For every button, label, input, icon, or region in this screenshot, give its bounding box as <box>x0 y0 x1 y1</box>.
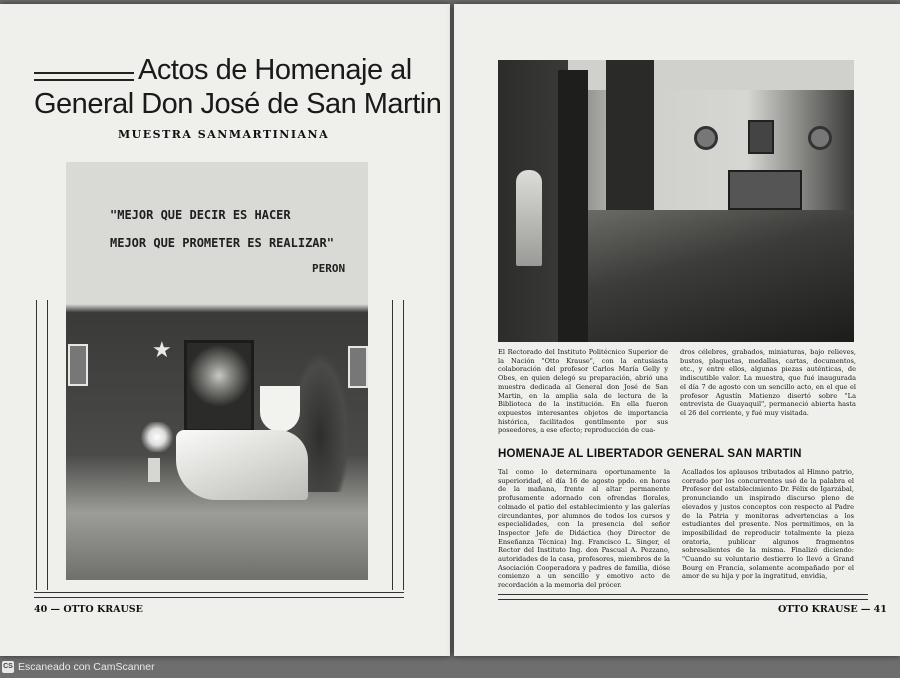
slogan-author: PERON <box>312 262 346 275</box>
slogan-line1: "MEJOR QUE DECIR ES HACER <box>110 208 291 222</box>
paragraph: dros célebres, grabados, miniaturas, bajo relieves, bustos, plaquetas, medallas, cartas, documentos, etc., y entre ellos, algunas piezas auténticas, de indiscutible valor. La muestra, que fué inaugurada el día 7 de agosto con un sencillo acto, en el que el profesor Agustín Matienzo disertó sobre "La entrevista de Guayaquil", permaneció abierta hasta el 26 del corriente, y fué muy visitada. <box>680 348 856 417</box>
paragraph: El Rectorado del Instituto Politécnico Superior de la Nación "Otto Krause", con la entusiasta colaboración del profesor Carlos María Gelly y Obes, en quien delegó su preparación, abrió una muestra dedicada al General don José de San Martin, en la amplia sala de lectura de la Biblioteca de la institución. En ella fueron expuestos interesantes objetos de importancia histórica, facilitados gentilmente por sus poseedores, a ese efecto; reproducción de cua- <box>498 348 668 435</box>
paragraph: Tal como lo determinara oportunamente la superioridad, el día 16 de agosto ppdo. en horas de la mañana, frente al altar permanente profusamente adornado con ofrendas florales, colmado el patio del establecimiento y las galerías circundantes, por alumnos de todos los cursos y especialidades, con la presencia del señor Inspector Jefe de Didáctica (hoy Director de Enseñanza Técnica) Ing. Francisco L. Singer, el Rector del Instituto Ing. don Pascual A. Pezzano, autoridades de la casa, profesores, miembros de la Asociación Cooperadora y padres de familia, dióse comienzo a un sencillo y emotivo acto de recordación a la memoria del prócer. <box>498 468 670 590</box>
decorative-rule <box>392 300 404 590</box>
camscanner-logo-icon: CS <box>2 661 14 673</box>
display-cabinet <box>606 60 654 210</box>
altar-photo <box>66 162 368 580</box>
article-title-line2: General Don José de San Martin <box>34 88 442 120</box>
article-subtitle: MUESTRA SANMARTINIANA <box>118 128 330 141</box>
exhibition-room-photo <box>498 60 854 342</box>
right-page <box>454 4 900 656</box>
article-title-line1: Actos de Homenaje al <box>138 54 412 86</box>
slogan-line2: MEJOR QUE PROMETER ES REALIZAR" <box>110 236 334 250</box>
portrait-frame <box>184 340 254 432</box>
wall-portrait <box>748 120 774 154</box>
showcase <box>728 170 802 210</box>
round-plaque <box>694 126 718 150</box>
footer-rule <box>34 592 404 598</box>
text-column <box>680 348 856 418</box>
text-column <box>498 348 668 435</box>
room-column <box>558 70 588 342</box>
page-folio: OTTO KRAUSE — 41 <box>778 604 887 615</box>
exhibition-tables <box>588 210 854 342</box>
decorative-rule <box>36 300 48 590</box>
scanner-label: Escaneado con CamScanner <box>18 661 155 673</box>
footer-rule <box>498 594 868 600</box>
title-ornament-rule <box>34 72 134 81</box>
page-folio: 40 — OTTO KRAUSE <box>34 604 143 615</box>
wall-picture <box>348 346 368 388</box>
bust-statue <box>516 170 542 266</box>
text-column <box>682 468 854 581</box>
left-page <box>0 4 450 656</box>
wall-picture <box>68 344 88 386</box>
section-heading: HOMENAJE AL LIBERTADOR GENERAL SAN MARTIN <box>498 448 802 460</box>
flower-arrangement <box>134 422 180 452</box>
star-icon: ★ <box>152 338 172 363</box>
shield-emblem <box>260 386 300 432</box>
scanner-watermark <box>2 659 155 675</box>
text-column <box>498 468 670 590</box>
paragraph: Acallados los aplausos tributados al Himno patrio, corrado por los concurrentes usó de la palabra el Profesor del establecimiento Dr. Félix de Igarzábal, pronunciando un inspirado discurso pleno de elevados y justos conceptos con respecto al Padre de la Patria y monitoras advertencias a los estudiantes del presente. Nos permitimos, en la imposibilidad de reproducir totalmente la pieza oratoria, publicar algunos fragmentos sobresalientes de la misma. Finalizó diciendo: "Cuando su voluntario destierro lo llevó a Grand Bourg en Francia, solamente acompañado por el amor de su hija y por la ingratitud, envidia, <box>682 468 854 581</box>
flag-drape <box>176 430 308 500</box>
round-plaque <box>808 126 832 150</box>
vase <box>148 458 160 482</box>
